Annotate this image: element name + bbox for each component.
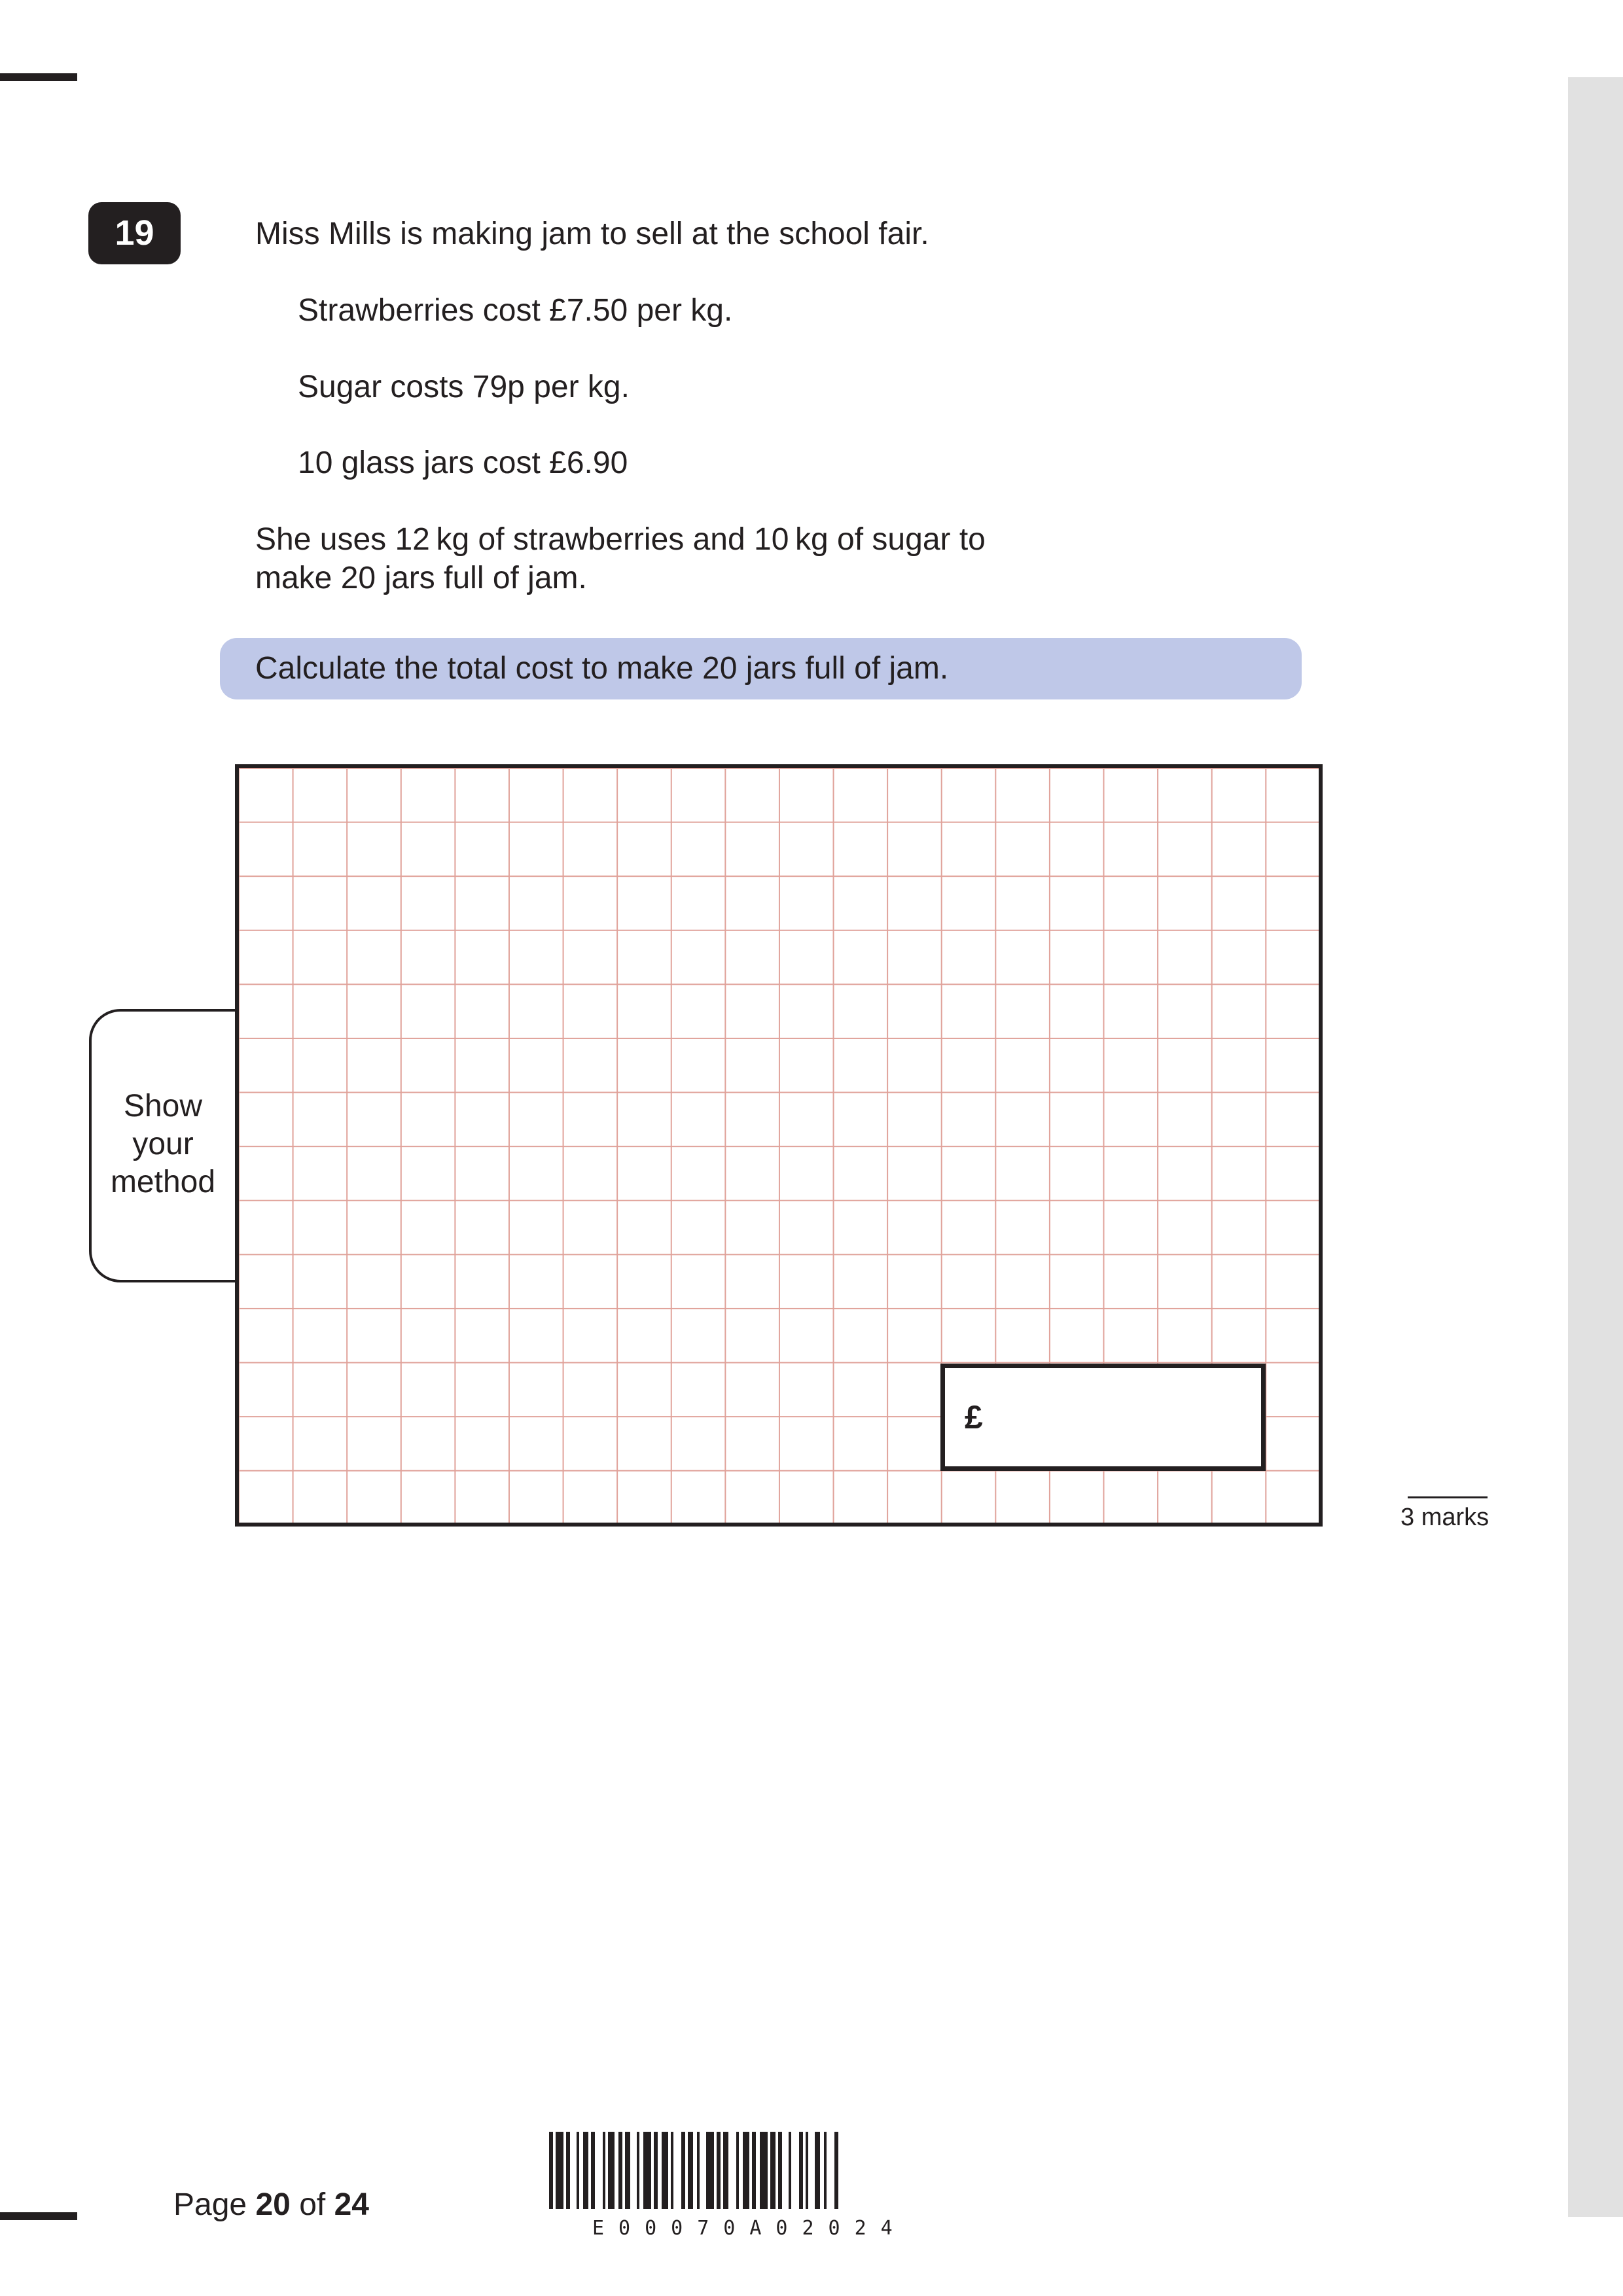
barcode-bar <box>583 2132 588 2209</box>
barcode-bar <box>681 2132 685 2209</box>
question-number-badge: 19 <box>88 202 181 264</box>
barcode-bar <box>706 2132 714 2209</box>
barcode <box>549 2132 1033 2209</box>
barcode-bar <box>556 2132 563 2209</box>
fact-strawberries: Strawberries cost £7.50 per kg. <box>298 293 733 328</box>
pound-sign: £ <box>965 1399 983 1436</box>
barcode-bar <box>806 2132 808 2209</box>
task-text: Calculate the total cost to make 20 jars full of jam. <box>255 651 949 686</box>
barcode-bar <box>760 2132 768 2209</box>
page-footer <box>173 2185 369 2225</box>
answer-box[interactable] <box>940 1364 1266 1471</box>
barcode-bar <box>608 2132 615 2209</box>
barcode-bar <box>789 2132 791 2209</box>
barcode-bar <box>697 2132 700 2209</box>
barcode-bar <box>743 2132 749 2209</box>
barcode-text: E00070A02024 <box>592 2217 907 2240</box>
barcode-bar <box>778 2132 782 2209</box>
fact-jars: 10 glass jars cost £6.90 <box>298 446 628 480</box>
barcode-bar <box>591 2132 595 2209</box>
method-label-line-2: your <box>132 1127 194 1161</box>
crop-mark-top <box>0 73 77 81</box>
barcode-bar <box>637 2132 639 2209</box>
barcode-bar <box>717 2132 721 2209</box>
page-word: Page <box>173 2187 247 2222</box>
method-label-line-1: Show <box>123 1089 203 1123</box>
question-intro: Miss Mills is making jam to sell at the school fair. <box>255 217 929 251</box>
show-method-label <box>89 1087 237 1201</box>
usage-line-2: make 20 jars full of jam. <box>255 561 587 595</box>
barcode-bar <box>625 2132 630 2209</box>
barcode-bar <box>799 2132 803 2209</box>
barcode-bar <box>603 2132 605 2209</box>
barcode-bar <box>770 2132 776 2209</box>
barcode-bar <box>723 2132 728 2209</box>
crop-mark-bottom <box>0 2212 77 2220</box>
barcode-bar <box>671 2132 673 2209</box>
margin-strip <box>1568 77 1623 2217</box>
barcode-bar <box>654 2132 658 2209</box>
barcode-bar <box>824 2132 827 2209</box>
barcode-bar <box>643 2132 651 2209</box>
barcode-bar <box>549 2132 553 2209</box>
barcode-bar <box>662 2132 668 2209</box>
barcode-bar <box>577 2132 579 2209</box>
usage-line-1: She uses 12 kg of strawberries and 10 kg of sugar to <box>255 522 986 557</box>
method-label-line-3: method <box>110 1165 216 1199</box>
page-total: 24 <box>334 2187 369 2222</box>
page-current: 20 <box>255 2187 291 2222</box>
barcode-bar <box>566 2132 570 2209</box>
barcode-bar <box>752 2132 756 2209</box>
barcode-bar <box>815 2132 820 2209</box>
marks-rule <box>1408 1496 1488 1498</box>
of-word: of <box>299 2187 326 2222</box>
barcode-bar <box>834 2132 838 2209</box>
fact-sugar: Sugar costs 79p per kg. <box>298 370 630 404</box>
task-highlight <box>220 638 1302 699</box>
barcode-bar <box>618 2132 622 2209</box>
barcode-bar <box>688 2132 693 2209</box>
marks-label: 3 marks <box>1400 1504 1489 1531</box>
barcode-bar <box>736 2132 739 2209</box>
